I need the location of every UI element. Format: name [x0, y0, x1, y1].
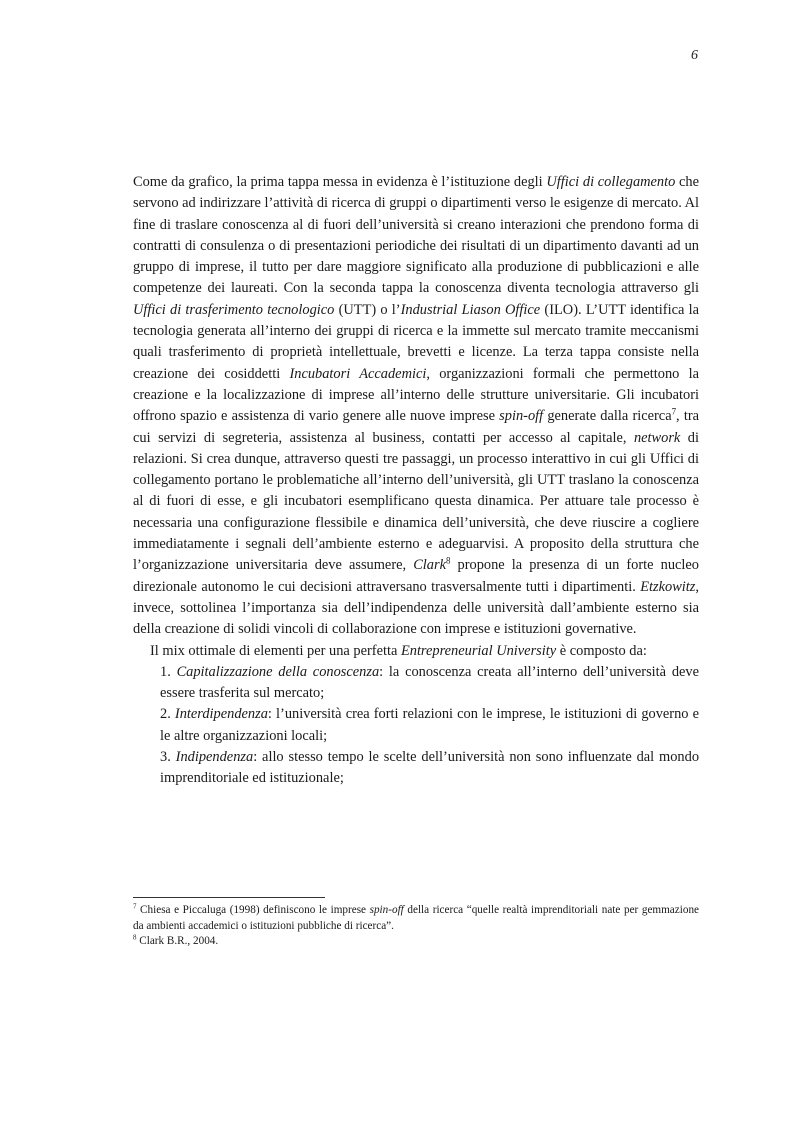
text-run: Il mix ottimale di elementi per una perfetta [150, 642, 401, 659]
list-text: : allo stesso tempo le scelte dell’università non sono influenzate dal mondo imprenditoriale ed istituzionale; [160, 749, 700, 787]
list-item [133, 704, 699, 747]
paragraph-mix [133, 641, 699, 662]
italic-term: spin-off [369, 904, 404, 916]
italic-term: Industrial Liason Office [400, 301, 541, 318]
paragraph-stages [133, 172, 699, 641]
text-run: che servono ad indirizzare l’attività di ricerca di gruppi o dipartimenti verso le esigenze di mercato. Al fine di traslare conoscenza al di fuori dell’università si creano interazioni che prendono forma di contratti di consulenza o di presentazioni periodiche dei risultati di un dipartimento davanti ad un gruppo di imprese, il tutto per dare maggiore significato alla produzione di pubblicazioni e alle competenze dei laureati. Con la seconda tappa la conoscenza diventa tecnologia attraverso gli [133, 174, 699, 297]
text-run: , organizzazioni formali che permettono la creazione e la localizzazione di imprese all’interno delle strutture universitarie. Gli incubatori offrono spazio e assistenza di vario genere alle nuove imprese [133, 365, 699, 425]
footnote-mark: 8 [133, 933, 137, 942]
list-number: 1. [160, 663, 177, 680]
italic-term: spin-off [499, 408, 544, 425]
list-term: Capitalizzazione della conoscenza [176, 663, 380, 680]
text-run: , tra cui servizi di segreteria, assistenza al business, contatti per accesso al capitale, [133, 408, 700, 446]
list-item [133, 747, 699, 790]
list-number: 2. [160, 706, 175, 723]
text-run: (UTT) o l’ [334, 301, 401, 318]
footnotes [133, 903, 699, 950]
list-item [133, 662, 699, 705]
footnote-8 [133, 934, 699, 950]
italic-term: Incubatori Accademici [289, 365, 427, 382]
text-run: Clark B.R., 2004. [136, 935, 219, 947]
text-run: (ILO). L’UTT identifica la tecnologia generata all’interno dei gruppi di ricerca e la immette sul mercato tramite meccanismi quali trasferimento di proprietà intellettuale, brevetti e licenze. La terza tappa consiste nella creazione dei cosiddetti [133, 301, 699, 382]
footnote-ref-8[interactable]: 8 [445, 555, 451, 566]
text-run: di relazioni. Si crea dunque, attraverso questi tre passaggi, un processo interattivo in cui gli Uffici di collegamento portano le problematiche all’interno dell’università, gli UTT traslano la conoscenza al di fuori di esse, e gli incubatori esemplificano questa dinamica. Per attuare tale processo è necessaria una configurazione flessibile e dinamica dell’università, che deve riuscire a cogliere immediatamente i segnali dell’ambiente esterno e adeguarvisi. A proposito della struttura che l’organizzazione universitaria deve assumere, [133, 429, 700, 574]
footnote-mark: 7 [133, 902, 137, 911]
text-run: propone la presenza di un forte nucleo direzionale autonomo le cui decisioni attraversano trasversalmente tutti i dipartimenti. [133, 557, 699, 595]
list-term: Indipendenza [175, 749, 254, 766]
italic-term: Entrepreneurial University [400, 642, 557, 659]
list-text: : la conoscenza creata all’interno dell’università deve essere trasferita sul mercato; [160, 663, 699, 702]
list-term: Interdipendenza [174, 706, 268, 723]
footnote-7 [133, 903, 699, 934]
text-run: Come da grafico, la prima tappa messa in evidenza è l’istituzione degli [133, 174, 547, 190]
elements-list [133, 662, 699, 790]
italic-term: network [633, 429, 681, 446]
italic-term: Clark [413, 557, 446, 574]
page-number: 6 [691, 48, 698, 63]
footnote-separator [133, 897, 325, 898]
text-run: generate dalla ricerca [543, 408, 672, 425]
text-run: , invece, sottolinea l’importanza sia dell’indipendenza delle università dall’ambiente esterno sia della creazione di solidi vincoli di collaborazione con imprese e istituzioni governative. [133, 578, 699, 638]
list-number: 3. [160, 749, 176, 766]
text-run: è composto da: [556, 642, 647, 659]
italic-term: Uffici di trasferimento tecnologico [133, 301, 335, 318]
italic-term: Etzkowitz [640, 578, 696, 595]
footnote-ref-7[interactable]: 7 [671, 406, 677, 417]
list-text: : l’università crea forti relazioni con le imprese, le istituzioni di governo e le altre organizzazioni locali; [160, 706, 700, 744]
text-run: della ricerca “quelle realtà imprenditoriali nate per gemmazione da ambienti accademici o istituzioni pubbliche di ricerca”. [133, 904, 699, 932]
italic-term: Uffici di collegamento [546, 174, 676, 190]
body-text [133, 172, 699, 790]
text-run: Chiesa e Piccaluga (1998) definiscono le imprese [136, 904, 370, 916]
